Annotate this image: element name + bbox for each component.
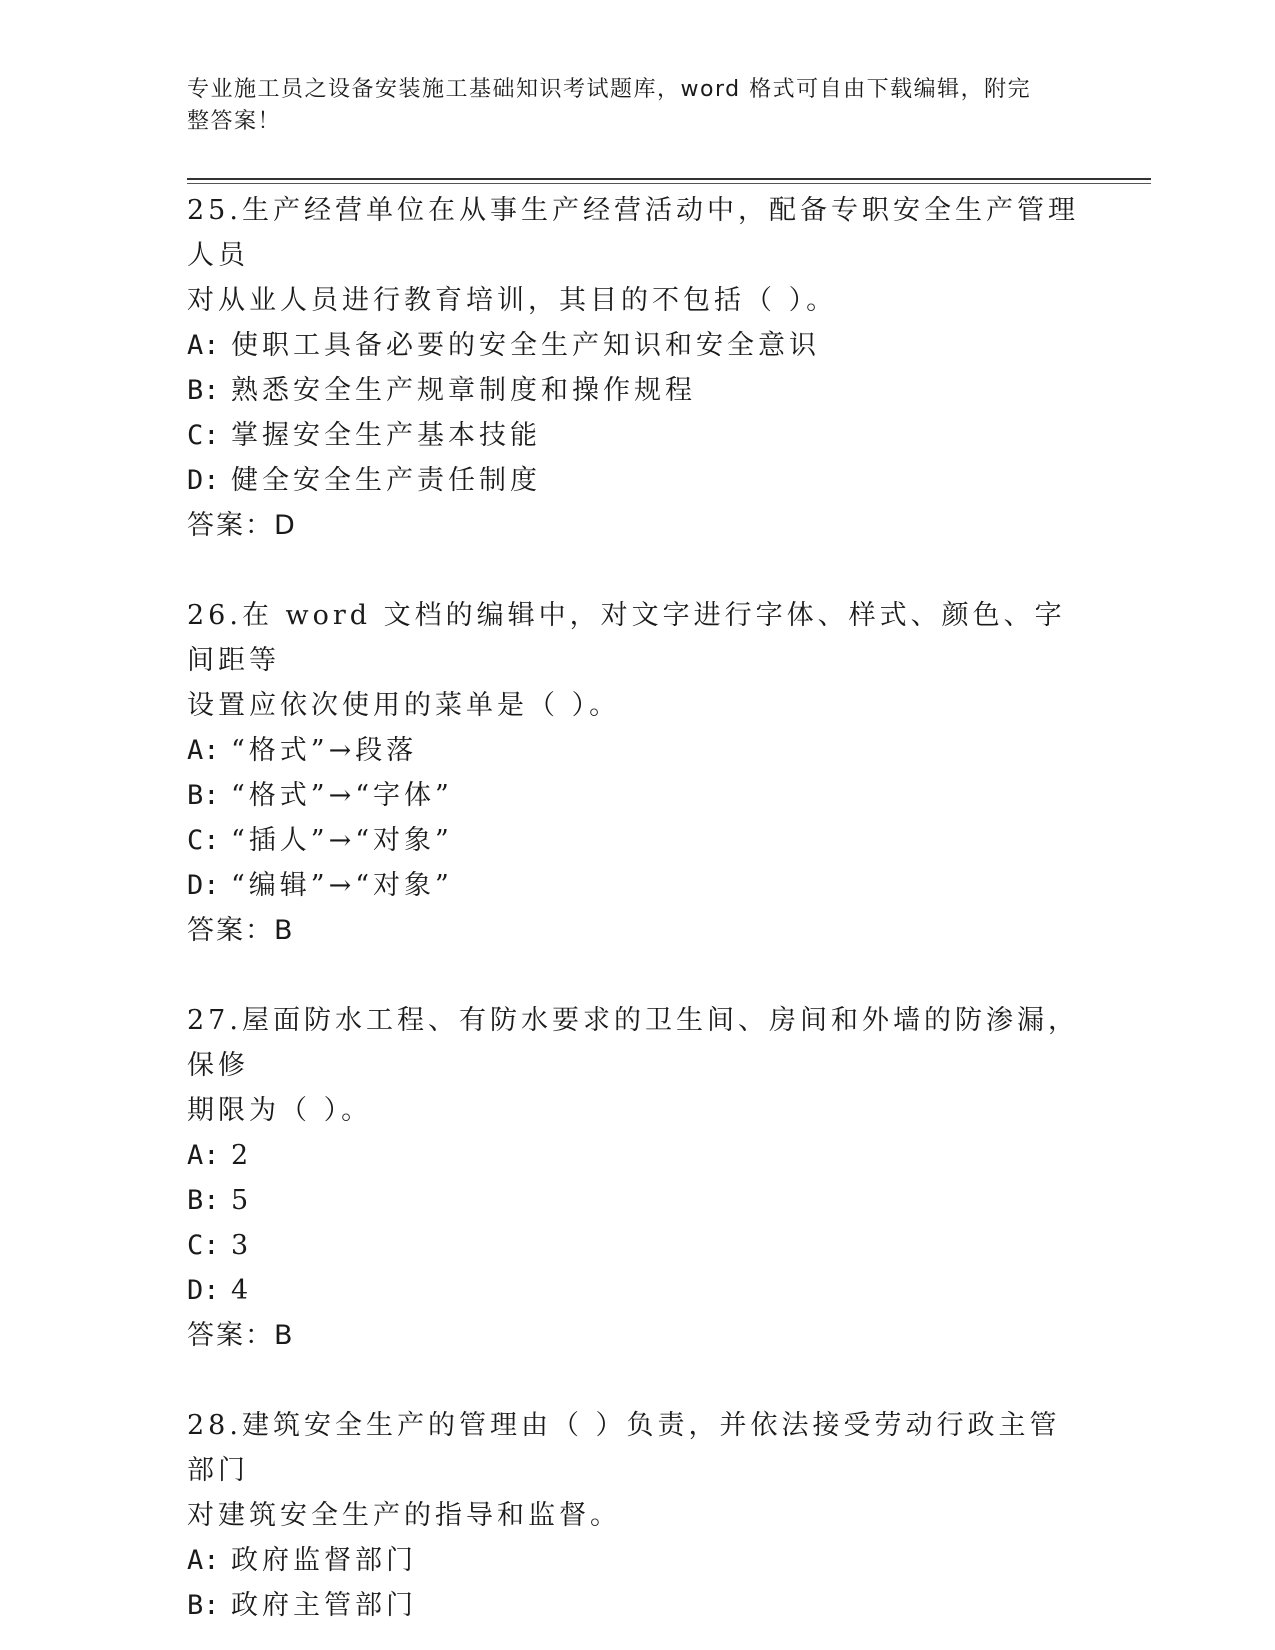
question-stem-line-1: 28.建筑安全生产的管理由（ ）负责，并依法接受劳动行政主管部门	[187, 1410, 1061, 1486]
option-key: D:	[187, 870, 220, 901]
option-b	[187, 368, 1087, 413]
option-key: C:	[187, 825, 220, 856]
header-divider-thick	[187, 178, 1151, 180]
option-key: D:	[187, 465, 220, 496]
option-a	[187, 728, 1087, 773]
option-text: 熟悉安全生产规章制度和操作规程	[231, 375, 696, 406]
option-key: D:	[187, 1275, 220, 1306]
option-key: A:	[187, 1545, 220, 1576]
question-stem-line-2: 对从业人员进行教育培训，其目的不包括（ ）。	[187, 285, 838, 316]
header-divider-thin	[187, 183, 1151, 184]
option-key: B:	[187, 375, 220, 406]
document-header	[187, 74, 1067, 138]
option-text: “格式”→段落	[231, 735, 418, 766]
option-d	[187, 863, 1087, 908]
option-key: A:	[187, 735, 220, 766]
option-text: “编辑”→“对象”	[231, 870, 453, 901]
option-text: 5	[231, 1185, 253, 1216]
header-title-line-2: 整答案！	[187, 109, 282, 134]
option-b	[187, 1583, 1087, 1628]
answer-label: 答案：D	[187, 510, 297, 541]
option-text: 掌握安全生产基本技能	[231, 420, 541, 451]
question-spacer	[187, 953, 1087, 998]
option-d	[187, 1268, 1087, 1313]
option-key: B:	[187, 780, 220, 811]
question-stem-line-2: 期限为（ ）。	[187, 1095, 373, 1126]
question-stem-line-1: 27.屋面防水工程、有防水要求的卫生间、房间和外墙的防渗漏，保修	[187, 1005, 1079, 1081]
option-c	[187, 1223, 1087, 1268]
option-text: 政府监督部门	[231, 1545, 417, 1576]
option-a	[187, 1133, 1087, 1178]
option-b	[187, 1178, 1087, 1223]
question-27	[187, 998, 1087, 1403]
option-key: A:	[187, 330, 220, 361]
header-title-line-1: 专业施工员之设备安装施工基础知识考试题库，word 格式可自由下载编辑，附完	[187, 77, 1032, 102]
option-a	[187, 323, 1087, 368]
question-stem-line-2: 设置应依次使用的菜单是（ ）。	[187, 690, 621, 721]
option-key: A:	[187, 1140, 220, 1171]
option-d	[187, 458, 1087, 503]
option-text: 政府主管部门	[231, 1590, 417, 1621]
question-list	[187, 188, 1087, 1628]
option-b	[187, 773, 1087, 818]
question-28	[187, 1403, 1087, 1628]
option-key: B:	[187, 1185, 220, 1216]
option-key: B:	[187, 1590, 220, 1621]
question-stem-line-1: 26.在 word 文档的编辑中，对文字进行字体、样式、颜色、字间距等	[187, 600, 1066, 676]
option-a	[187, 1538, 1087, 1583]
option-text: “格式”→“字体”	[231, 780, 453, 811]
option-key: C:	[187, 420, 220, 451]
option-text: 3	[231, 1230, 253, 1261]
answer-label: 答案：B	[187, 1320, 295, 1351]
option-text: 健全安全生产责任制度	[231, 465, 541, 496]
option-text: 2	[231, 1140, 253, 1171]
option-text: 使职工具备必要的安全生产知识和安全意识	[231, 330, 820, 361]
question-stem-line-2: 对建筑安全生产的指导和监督。	[187, 1500, 621, 1531]
option-key: C:	[187, 1230, 220, 1261]
question-spacer	[187, 548, 1087, 593]
option-text: 4	[231, 1275, 253, 1306]
question-spacer	[187, 1358, 1087, 1403]
option-c	[187, 413, 1087, 458]
question-25	[187, 188, 1087, 593]
question-26	[187, 593, 1087, 998]
question-stem-line-1: 25.生产经营单位在从事生产经营活动中，配备专职安全生产管理人员	[187, 195, 1079, 271]
option-text: “插人”→“对象”	[231, 825, 453, 856]
option-c	[187, 818, 1087, 863]
answer-label: 答案：B	[187, 915, 295, 946]
